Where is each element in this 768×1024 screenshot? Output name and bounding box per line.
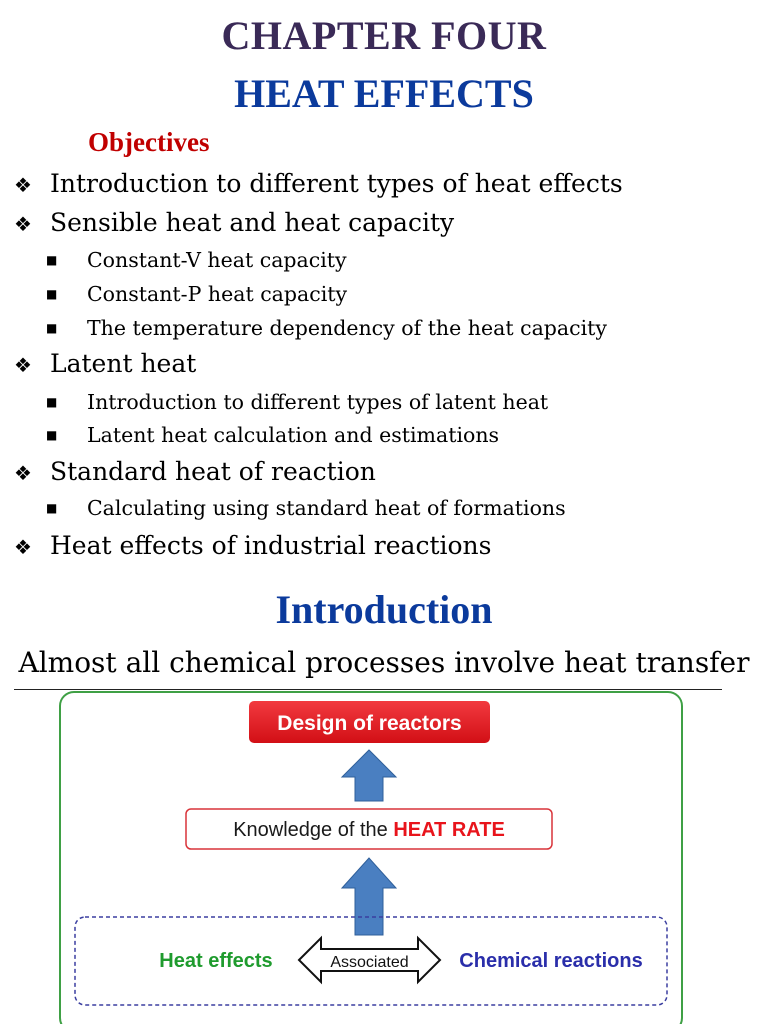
objective-subitem: [46, 247, 347, 273]
diamond-quad-bullet-icon: ❖: [14, 212, 32, 236]
square-bullet-icon: ■: [46, 395, 58, 409]
square-bullet-icon: ■: [46, 321, 58, 335]
objective-item: [14, 457, 376, 488]
objective-subtext: Constant-P heat capacity: [87, 282, 348, 306]
objective-subitem: [46, 315, 607, 341]
objective-text: Standard heat of reaction: [50, 457, 376, 486]
objective-subitem: [46, 422, 499, 448]
objective-subitem: [46, 495, 566, 521]
objective-subtext: Constant-V heat capacity: [87, 248, 347, 272]
square-bullet-icon: ■: [46, 253, 58, 267]
objective-subtext: Latent heat calculation and estimations: [87, 423, 500, 447]
objective-text: Latent heat: [50, 349, 197, 378]
chapter-subtitle: HEAT EFFECTS: [234, 71, 534, 116]
objective-subitem: [46, 281, 347, 307]
introduction-heading: Introduction: [275, 587, 493, 632]
associated-label: Associated: [330, 954, 409, 971]
diamond-quad-bullet-icon: ❖: [14, 461, 32, 485]
introduction-sentence: Almost all chemical processes involve heat transfer: [18, 646, 750, 679]
objective-item: [14, 169, 623, 200]
objective-text: Heat effects of industrial reactions: [50, 531, 492, 560]
objective-item: [14, 349, 196, 380]
objective-subtext: Calculating using standard heat of formations: [87, 496, 566, 520]
objective-text: Sensible heat and heat capacity: [50, 208, 455, 237]
heat-rate-prefix: Knowledge of the: [233, 819, 394, 841]
objective-subitem: [46, 389, 548, 415]
chemical-reactions-label: Chemical reactions: [459, 950, 643, 972]
objective-subtext: Introduction to different types of latent heat: [87, 390, 549, 414]
square-bullet-icon: ■: [46, 287, 58, 301]
objective-subtext: The temperature dependency of the heat capacity: [87, 316, 607, 340]
square-bullet-icon: ■: [46, 501, 58, 515]
objective-item: [14, 531, 491, 562]
heat-rate-diagram: [0, 690, 768, 1024]
square-bullet-icon: ■: [46, 428, 58, 442]
diamond-quad-bullet-icon: ❖: [14, 353, 32, 377]
design-of-reactors-label: Design of reactors: [277, 712, 462, 735]
diamond-quad-bullet-icon: ❖: [14, 173, 32, 197]
heat-rate-label: [233, 819, 505, 841]
heat-effects-label: Heat effects: [159, 950, 273, 972]
heat-rate-highlight: HEAT RATE: [393, 819, 505, 841]
diamond-quad-bullet-icon: ❖: [14, 535, 32, 559]
objective-item: [14, 208, 454, 239]
objectives-heading: Objectives: [88, 127, 210, 157]
chapter-title: CHAPTER FOUR: [221, 13, 547, 58]
objective-text: Introduction to different types of heat effects: [50, 169, 623, 198]
